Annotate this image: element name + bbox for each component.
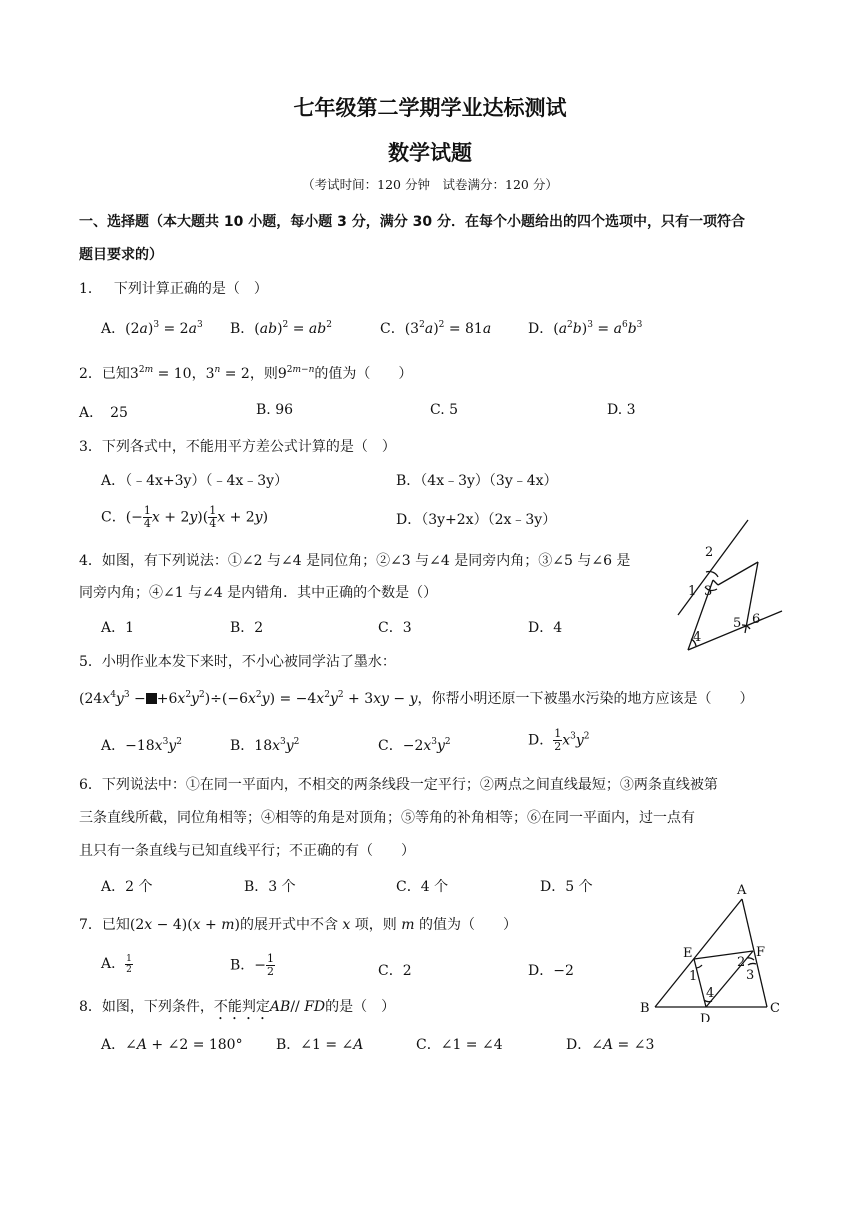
q2-then: ，则: [249, 366, 278, 382]
q7-mid2: 项，则: [354, 917, 397, 933]
q6-option-d: D．5 个: [540, 879, 593, 895]
question-7: 7．已知(2x − 4)(x + m)的展开式中不含 x 项，则 m 的值为（ ）: [79, 917, 517, 933]
q3-option-d: D．（3y+2x）（2x﹣3y）: [396, 512, 557, 528]
q8-parallel: //: [290, 999, 305, 1015]
q4-option-b: B．2: [230, 620, 264, 636]
question-8: [79, 996, 395, 1023]
q8-end: 的是（ ）: [325, 999, 396, 1015]
q8-arc-3: [748, 963, 756, 965]
q8-fd: FD: [304, 999, 326, 1015]
q8-option-c: C．∠1 = ∠4: [416, 1037, 503, 1053]
q8-label-d: D: [700, 1012, 711, 1022]
q7-option-b: B．− $\frac{1}{2}$: [230, 952, 275, 978]
q2-option-c: C. 5: [430, 402, 459, 418]
q4-label-2: 2: [705, 545, 714, 560]
q5-option-c: C．$-2x^3y^2$: [378, 737, 451, 754]
q7-option-d: D．−2: [528, 963, 574, 979]
q7-option-c: C．2: [378, 963, 412, 979]
q4-option-a: A．1: [101, 620, 135, 636]
q1-option-c: C．$(3^2a)^2 = 81a$: [380, 320, 492, 337]
q8-label-4: 4: [706, 986, 715, 1001]
page-subtitle: 数学试题: [388, 141, 472, 165]
q5-option-d: D． $\frac{1}{2}$ $x^3y^2$: [528, 727, 590, 753]
q4-label-1: 1: [688, 584, 697, 599]
q4-label-4: 4: [693, 630, 702, 645]
q8-label-1: 1: [689, 969, 698, 984]
q4-option-c: C．3: [378, 620, 412, 636]
q7-option-a: A． $\frac{1}{2}$: [101, 953, 132, 975]
question-1: [79, 278, 268, 298]
question-2: 2．已知$3^{2m} = 10$，$3^n = 2$，则$9^{2m-n}$的值为（ ）: [79, 365, 413, 382]
q8-label-e: E: [683, 946, 693, 961]
q4-option-d: D．4: [528, 620, 563, 636]
q8-label-b: B: [640, 1001, 650, 1016]
q3-option-b: B．（4x﹣3y）（3y﹣4x）: [396, 473, 558, 489]
q1-option-a: A．$(2a)^3 = 2a^3$: [101, 320, 203, 337]
q5-tail: ，你帮小明还原一下被墨水污染的地方应该是（ ）: [417, 691, 754, 707]
q3-option-c: C．(− $\frac{1}{4}$ x + 2y)( $\frac{1}{4}$ x + 2y): [101, 504, 269, 530]
q1-number: 1．: [79, 281, 102, 297]
q8-label-f: F: [756, 945, 766, 960]
q6-option-a: A．2 个: [101, 879, 153, 895]
q8-emphasis: 不能判定: [213, 999, 270, 1015]
q2-option-b: B. 96: [256, 402, 294, 418]
q5-expression: $(24x^4y^3 - +6x^2y^2)\div(-6x^2y) = -4x^2y^2 + 3xy - y$，你帮小明还原一下被墨水污染的地方应该是（ ）: [79, 690, 754, 707]
q2-prefix: 2．已知: [79, 366, 130, 382]
question-6-line2: 三条直线所截，同位角相等；④相等的角是对顶角；⑤等角的补角相等；⑥在同一平面内，过一点有: [79, 810, 695, 826]
q4-line-notch: [713, 580, 718, 585]
question-6-line3: 且只有一条直线与已知直线平行；不正确的有（ ）: [79, 843, 415, 859]
q8-ab: AB: [269, 999, 291, 1015]
question-4-line1: 4．如图，有下列说法：①∠2 与∠4 是同位角；②∠3 与∠4 是同旁内角；③∠5 与∠6 是: [79, 553, 631, 569]
q8-option-b: B．∠1 = ∠A: [276, 1037, 364, 1053]
q3-option-a: A．（﹣4x+3y）（﹣4x﹣3y）: [101, 473, 289, 489]
q5-option-b: B．$18x^3y^2$: [230, 737, 300, 754]
q7-end: 的值为（ ）: [418, 917, 517, 933]
q6-option-b: B．3 个: [244, 879, 296, 895]
q8-label-c: C: [770, 1001, 780, 1016]
q8-arc-2: [747, 958, 754, 960]
q8-option-d: D．∠A = ∠3: [566, 1037, 655, 1053]
exam-info: （考试时间：120 分钟 试卷满分：120 分）: [302, 177, 558, 192]
q4-figure: [660, 515, 790, 655]
question-5: 5．小明作业本发下来时，不小心被同学沾了墨水：: [79, 654, 396, 670]
q8-label-3: 3: [746, 968, 755, 983]
q8-label-a: A: [737, 883, 747, 898]
q1-stem: 下列计算正确的是（ ）: [113, 281, 268, 297]
q7-mid: 的展开式中不含: [239, 917, 338, 933]
q2-end: 的值为（ ）: [314, 366, 413, 382]
q8-figure: [636, 882, 796, 1022]
q4-line-upper: [678, 520, 748, 615]
q1-option-b: B．$(ab)^2 = ab^2$: [230, 320, 332, 337]
q7-var-x: x: [342, 917, 351, 933]
q8-line-ba: [655, 899, 742, 1007]
q8-arc-1: [696, 965, 702, 968]
question-3: 3．下列各式中，不能用平方差公式计算的是（ ）: [79, 439, 396, 455]
q2-option-d: D. 3: [607, 402, 636, 418]
q4-label-5: 5: [733, 616, 742, 631]
question-6-line1: 6．下列说法中：①在同一平面内，不相交的两条线段一定平行；②两点之间直线最短；③两条直线被第: [79, 777, 718, 793]
q8-option-a: A．∠A + ∠2 = 180°: [101, 1037, 243, 1053]
q5-option-a: A．$-18x^3y^2$: [101, 737, 182, 754]
q4-label-3: 3: [704, 584, 713, 599]
q2-sep: ，: [191, 366, 206, 382]
q4-line-mid: [718, 562, 758, 585]
page-title: 七年级第二学期学业达标测试: [293, 96, 567, 120]
q2-option-a: A． 25: [79, 405, 128, 421]
q8-label-2: 2: [737, 955, 746, 970]
section-heading: 一、选择题（本大题共 10 小题，每小题 3 分，满分 30 分．在每个小题给出的四个选项中，只有一项符合: [79, 214, 745, 230]
question-4-line2: 同旁内角；④∠1 与∠4 是内错角．其中正确的个数是（）: [79, 585, 438, 601]
q7-prefix: 7．已知: [79, 917, 130, 933]
q6-option-c: C．4 个: [396, 879, 449, 895]
q7-var-m: m: [401, 917, 415, 933]
q8-prefix: 8．如图，下列条件，: [79, 999, 214, 1015]
q1-option-d: D．$(a^2b)^3 = a^6b^3$: [528, 320, 643, 337]
section-heading-cont: 题目要求的）: [79, 247, 163, 263]
q4-label-6: 6: [752, 612, 761, 627]
ink-blot: [146, 693, 157, 704]
